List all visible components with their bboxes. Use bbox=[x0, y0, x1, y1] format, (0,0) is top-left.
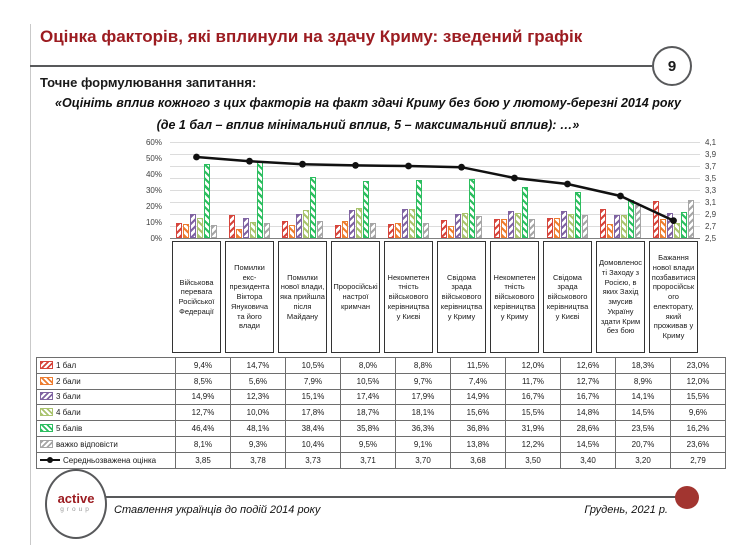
primary-y-axis bbox=[128, 138, 166, 243]
value-cell: 14,5% bbox=[616, 405, 671, 421]
category-label: Свідома зрада військового керівництва у Криму bbox=[437, 241, 486, 353]
value-cell: 12,2% bbox=[506, 436, 561, 452]
line-with-marker-icon bbox=[40, 456, 60, 464]
value-cell: 15,5% bbox=[506, 405, 561, 421]
question-text-line-2: (де 1 бал – вплив мінімальний вплив, 5 – максимальний вплив): …» bbox=[156, 118, 580, 132]
footer-date: Грудень, 2021 р. bbox=[584, 504, 668, 516]
secondary-axis-tick-label: 3,9 bbox=[705, 150, 717, 159]
question-heading: Точне формулювання запитання: bbox=[40, 75, 257, 90]
value-cell: 14,9% bbox=[451, 389, 506, 405]
value-cell: 15,1% bbox=[286, 389, 341, 405]
value-cell: 3,85 bbox=[176, 452, 231, 468]
green-diagonal-hatch-swatch bbox=[40, 424, 53, 432]
secondary-axis-tick-label: 3,3 bbox=[705, 186, 717, 195]
primary-axis-tick-label: 20% bbox=[145, 202, 162, 211]
mean-line-series bbox=[170, 142, 700, 238]
value-cell: 36,3% bbox=[396, 421, 451, 437]
value-cell: 36,8% bbox=[451, 421, 506, 437]
value-cell: 12,3% bbox=[231, 389, 286, 405]
purple-diagonal-hatch-swatch bbox=[40, 392, 53, 400]
legend-label: 4 бали bbox=[56, 408, 81, 418]
value-cell: 23,6% bbox=[671, 436, 726, 452]
value-cell: 8,1% bbox=[176, 436, 231, 452]
mean-line-marker bbox=[617, 193, 624, 200]
data-table bbox=[36, 357, 726, 469]
orange-diagonal-hatch-swatch bbox=[40, 377, 53, 385]
value-cell: 9,7% bbox=[396, 373, 451, 389]
category-label: Військова перевага Російської Федерації bbox=[172, 241, 221, 353]
value-cell: 9,1% bbox=[396, 436, 451, 452]
logo-text-group: group bbox=[60, 506, 92, 514]
legend-label: важко відповісти bbox=[56, 439, 118, 449]
secondary-axis-tick-label: 3,5 bbox=[705, 174, 717, 183]
value-cell: 8,8% bbox=[396, 358, 451, 374]
value-cell: 12,7% bbox=[561, 373, 616, 389]
value-cell: 8,0% bbox=[341, 358, 396, 374]
value-cell: 18,1% bbox=[396, 405, 451, 421]
secondary-axis-tick-label: 3,7 bbox=[705, 162, 717, 171]
value-cell: 48,1% bbox=[231, 421, 286, 437]
mean-line-marker bbox=[299, 161, 306, 168]
value-cell: 23,0% bbox=[671, 358, 726, 374]
lightgreen-diagonal-hatch-swatch bbox=[40, 408, 53, 416]
value-cell: 16,2% bbox=[671, 421, 726, 437]
value-cell: 9,5% bbox=[341, 436, 396, 452]
value-cell: 11,5% bbox=[451, 358, 506, 374]
page-number: 9 bbox=[667, 57, 677, 75]
value-cell: 12,0% bbox=[671, 373, 726, 389]
primary-axis-tick-label: 0% bbox=[150, 234, 162, 243]
category-label: Некомпетентність військового керівництва у Києві bbox=[384, 241, 433, 353]
category-label: Некомпетентність військового керівництва у Криму bbox=[490, 241, 539, 353]
primary-axis-tick-label: 40% bbox=[145, 170, 162, 179]
legend-cell bbox=[37, 373, 176, 389]
mean-line-marker bbox=[564, 181, 571, 188]
value-cell: 46,4% bbox=[176, 421, 231, 437]
value-cell: 16,7% bbox=[506, 389, 561, 405]
mean-line-marker bbox=[246, 158, 253, 165]
mean-line-marker bbox=[405, 163, 412, 170]
legend-cell bbox=[37, 389, 176, 405]
mean-line-marker bbox=[670, 217, 677, 224]
primary-axis-tick-label: 60% bbox=[145, 138, 162, 147]
table-row-4-бали bbox=[37, 405, 726, 421]
category-label: Домовленості Заходу з Росією, в яких Захід змусив Україну здати Крим без бою bbox=[596, 241, 645, 353]
value-cell: 9,6% bbox=[671, 405, 726, 421]
secondary-axis-tick-label: 2,7 bbox=[705, 222, 717, 231]
mean-line-path bbox=[197, 157, 674, 221]
category-label: Бажання нової влади позбавитися проросійського електорату, який проживав у Криму bbox=[649, 241, 698, 353]
chart-plot-area bbox=[170, 142, 700, 239]
secondary-axis-tick-label: 3,1 bbox=[705, 198, 717, 207]
primary-axis-tick-label: 30% bbox=[145, 186, 162, 195]
value-cell: 3,50 bbox=[506, 452, 561, 468]
mean-line-marker bbox=[193, 154, 200, 161]
title-divider bbox=[30, 65, 652, 67]
footer-divider-line bbox=[106, 496, 688, 498]
value-cell: 20,7% bbox=[616, 436, 671, 452]
value-cell: 10,5% bbox=[341, 373, 396, 389]
value-cell: 12,6% bbox=[561, 358, 616, 374]
value-cell: 7,4% bbox=[451, 373, 506, 389]
gray-diagonal-hatch-swatch bbox=[40, 440, 53, 448]
table-row-2-бали bbox=[37, 373, 726, 389]
value-cell: 3,68 bbox=[451, 452, 506, 468]
value-cell: 35,8% bbox=[341, 421, 396, 437]
value-cell: 11,7% bbox=[506, 373, 561, 389]
value-cell: 8,9% bbox=[616, 373, 671, 389]
primary-axis-tick-label: 10% bbox=[145, 218, 162, 227]
category-label: Помилки екс-президента Віктора Януковича та його влади bbox=[225, 241, 274, 353]
value-cell: 10,0% bbox=[231, 405, 286, 421]
value-cell: 17,9% bbox=[396, 389, 451, 405]
red-diagonal-hatch-swatch bbox=[40, 361, 53, 369]
value-cell: 18,7% bbox=[341, 405, 396, 421]
value-cell: 8,5% bbox=[176, 373, 231, 389]
value-cell: 15,5% bbox=[671, 389, 726, 405]
legend-cell bbox=[37, 436, 176, 452]
value-cell: 14,1% bbox=[616, 389, 671, 405]
legend-cell bbox=[37, 452, 176, 468]
category-label: Свідома зрада військового керівництва у Києві bbox=[543, 241, 592, 353]
legend-cell bbox=[37, 358, 176, 374]
footer-red-dot bbox=[675, 486, 699, 509]
value-cell: 14,5% bbox=[561, 436, 616, 452]
table-row-важко-відповісти bbox=[37, 436, 726, 452]
secondary-y-axis bbox=[705, 138, 729, 243]
value-cell: 3,78 bbox=[231, 452, 286, 468]
table-row-mean-score bbox=[37, 452, 726, 468]
value-cell: 14,7% bbox=[231, 358, 286, 374]
legend-label: 5 балів bbox=[56, 424, 83, 434]
value-cell: 9,4% bbox=[176, 358, 231, 374]
slide-left-border bbox=[30, 24, 31, 545]
mean-line-marker bbox=[458, 164, 465, 171]
value-cell: 14,9% bbox=[176, 389, 231, 405]
active-group-logo bbox=[45, 469, 107, 539]
page-number-badge bbox=[652, 46, 692, 86]
question-text-line-1: «Оцініть вплив кожного з цих факторів на факт здачі Криму без бою у лютому-березні 2014 року bbox=[55, 96, 681, 110]
value-cell: 3,40 bbox=[561, 452, 616, 468]
table-row-5-балів bbox=[37, 421, 726, 437]
legend-cell bbox=[37, 421, 176, 437]
secondary-axis-tick-label: 2,9 bbox=[705, 210, 717, 219]
value-cell: 10,4% bbox=[286, 436, 341, 452]
value-cell: 12,0% bbox=[506, 358, 561, 374]
value-cell: 5,6% bbox=[231, 373, 286, 389]
value-cell: 3,70 bbox=[396, 452, 451, 468]
value-cell: 12,7% bbox=[176, 405, 231, 421]
value-cell: 14,8% bbox=[561, 405, 616, 421]
mean-line-marker bbox=[352, 162, 359, 169]
primary-axis-tick-label: 50% bbox=[145, 154, 162, 163]
value-cell: 3,71 bbox=[341, 452, 396, 468]
mean-line-marker bbox=[511, 175, 518, 182]
secondary-axis-tick-label: 4,1 bbox=[705, 138, 717, 147]
value-cell: 31,9% bbox=[506, 421, 561, 437]
value-cell: 28,6% bbox=[561, 421, 616, 437]
table-row-1-бал bbox=[37, 358, 726, 374]
logo-text-active: active bbox=[57, 491, 95, 507]
value-cell: 16,7% bbox=[561, 389, 616, 405]
value-cell: 15,6% bbox=[451, 405, 506, 421]
category-axis-labels bbox=[170, 241, 700, 355]
legend-label: 1 бал bbox=[56, 360, 77, 370]
page-title: Оцінка факторів, які вплинули на здачу Криму: зведений графік bbox=[40, 27, 583, 46]
legend-cell bbox=[37, 405, 176, 421]
value-cell: 23,5% bbox=[616, 421, 671, 437]
value-cell: 9,3% bbox=[231, 436, 286, 452]
value-cell: 13,8% bbox=[451, 436, 506, 452]
category-label: Проросійські настрої кримчан bbox=[331, 241, 380, 353]
legend-label: Середньозважена оцінка bbox=[63, 455, 157, 465]
value-cell: 18,3% bbox=[616, 358, 671, 374]
value-cell: 10,5% bbox=[286, 358, 341, 374]
value-cell: 2,79 bbox=[671, 452, 726, 468]
value-cell: 38,4% bbox=[286, 421, 341, 437]
footer-survey-title: Ставлення українців до подій 2014 року bbox=[114, 504, 321, 516]
value-cell: 17,4% bbox=[341, 389, 396, 405]
table-row-3-бали bbox=[37, 389, 726, 405]
secondary-axis-tick-label: 2,5 bbox=[705, 234, 717, 243]
legend-label: 2 бали bbox=[56, 376, 81, 386]
legend-label: 3 бали bbox=[56, 392, 81, 402]
value-cell: 3,20 bbox=[616, 452, 671, 468]
value-cell: 17,8% bbox=[286, 405, 341, 421]
value-cell: 7,9% bbox=[286, 373, 341, 389]
category-label: Помилки нової влади, яка прийшла після Майдану bbox=[278, 241, 327, 353]
value-cell: 3,73 bbox=[286, 452, 341, 468]
